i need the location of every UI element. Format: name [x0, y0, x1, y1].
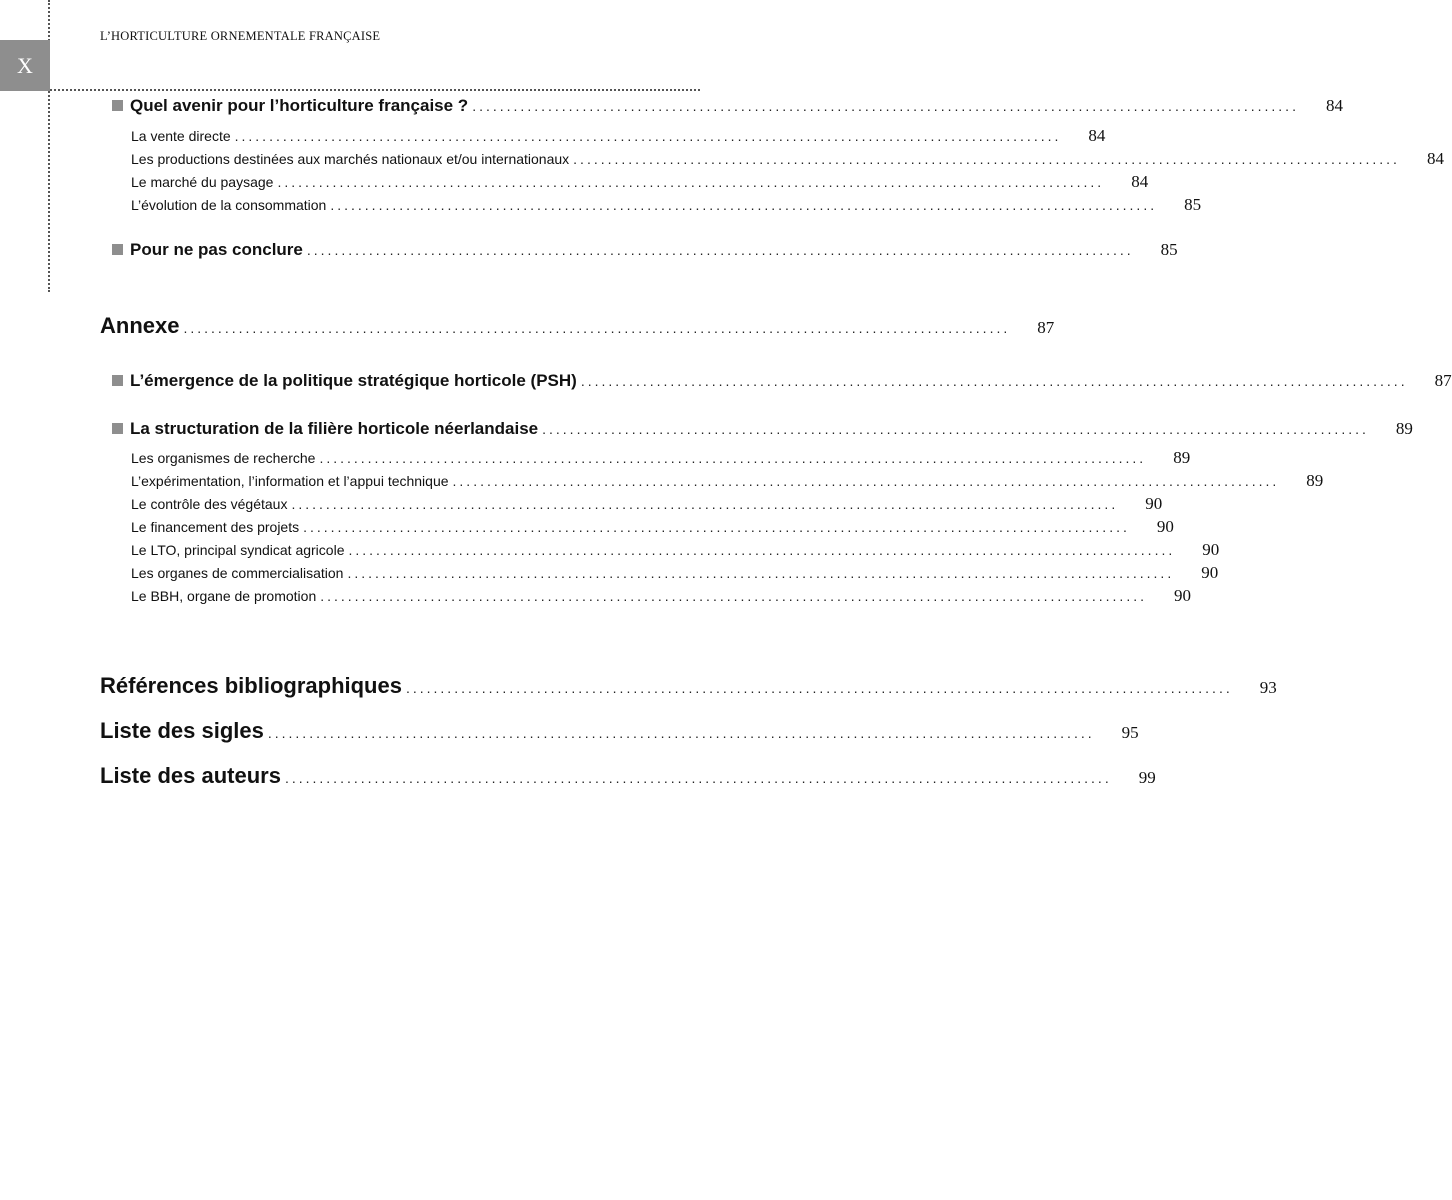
leader-dots: ........................................................................................................................	[277, 174, 1105, 190]
toc-page-number: 90	[1174, 586, 1191, 605]
toc-section-title: La structuration de la filière horticole néerlandaise	[130, 419, 539, 438]
toc-entry-title: Le BBH, organe de promotion	[131, 588, 317, 604]
toc-page-number: 95	[1121, 723, 1139, 742]
toc-chapter-references[interactable]	[100, 673, 1277, 699]
toc-page-number: 85	[1184, 195, 1202, 214]
leader-dots: ........................................................................................................................	[306, 242, 1134, 258]
toc-entry-title: Les organismes de recherche	[131, 450, 316, 466]
leader-dots: ........................................................................................................................	[284, 770, 1112, 786]
toc-page-number: 99	[1138, 768, 1156, 787]
toc-page-number: 84	[1088, 126, 1106, 145]
leader-dots: ........................................................................................................................	[291, 496, 1119, 512]
toc-section-title: Pour ne pas conclure	[130, 240, 303, 259]
toc-section-avenir[interactable]	[112, 96, 1343, 116]
square-bullet-icon	[112, 423, 123, 434]
leader-dots: ........................................................................................................................	[330, 197, 1158, 213]
toc-page-number: 89	[1173, 448, 1191, 467]
toc-entry[interactable]	[131, 448, 1191, 468]
toc-entry[interactable]	[131, 195, 1202, 215]
toc-page-number: 85	[1160, 240, 1178, 259]
toc-page-number: 87	[1434, 371, 1452, 390]
toc-chapter-title: Références bibliographiques	[100, 673, 402, 698]
leader-dots: ........................................................................................................................	[542, 421, 1369, 437]
toc-section-conclure[interactable]	[112, 240, 1178, 260]
leader-dots: ........................................................................................................................	[320, 588, 1147, 604]
toc-page-number: 84	[1325, 96, 1343, 115]
toc-entry-title: Le financement des projets	[131, 519, 300, 535]
toc-page-number: 87	[1037, 318, 1055, 337]
toc-chapter-title: Liste des auteurs	[100, 763, 281, 788]
toc-page-number: 93	[1259, 678, 1277, 697]
toc-entry[interactable]	[131, 586, 1191, 606]
square-bullet-icon	[112, 375, 123, 386]
leader-dots: ........................................................................................................................	[303, 519, 1130, 535]
leader-dots: ........................................................................................................................	[573, 151, 1400, 167]
square-bullet-icon	[112, 244, 123, 255]
toc-page-number: 90	[1201, 563, 1219, 582]
toc-chapter-annexe[interactable]	[100, 313, 1055, 339]
toc-section-psh[interactable]	[112, 371, 1452, 391]
toc-page-number: 84	[1426, 149, 1444, 168]
toc-page-number: 90	[1145, 494, 1163, 513]
toc-entry[interactable]	[131, 494, 1163, 514]
toc-section-title: L’émergence de la politique stratégique horticole (PSH)	[130, 371, 577, 390]
toc-section-filiere[interactable]	[112, 419, 1413, 439]
toc-entry[interactable]	[131, 172, 1149, 192]
leader-dots: ........................................................................................................................	[267, 725, 1095, 741]
toc-section-title: Quel avenir pour l’horticulture française ?	[130, 96, 469, 115]
toc-page-number: 90	[1156, 517, 1174, 536]
leader-dots: ........................................................................................................................	[183, 320, 1011, 336]
toc-entry[interactable]	[131, 563, 1219, 583]
toc-page-number: 84	[1131, 172, 1149, 191]
leader-dots: ........................................................................................................................	[347, 565, 1175, 581]
leader-dots: ........................................................................................................................	[405, 680, 1233, 696]
square-bullet-icon	[112, 100, 123, 111]
leader-dots: ........................................................................................................................	[580, 373, 1408, 389]
toc-entry-title: Les productions destinées aux marchés nationaux et/ou internationaux	[131, 151, 570, 167]
toc-entry-title: La vente directe	[131, 128, 231, 144]
leader-dots: ........................................................................................................................	[319, 450, 1147, 466]
toc-entry-title: L’expérimentation, l’information et l’appui technique	[131, 473, 449, 489]
leader-dots: ........................................................................................................................	[234, 128, 1062, 144]
toc-entry[interactable]	[131, 471, 1324, 491]
toc-entry-title: Les organes de commercialisation	[131, 565, 344, 581]
toc-entry[interactable]	[131, 126, 1106, 146]
toc-page-number: 89	[1395, 419, 1413, 438]
leader-dots: ........................................................................................................................	[472, 98, 1299, 114]
leader-dots: ........................................................................................................................	[452, 473, 1280, 489]
toc-entry[interactable]	[131, 517, 1174, 537]
toc-entry-title: Le marché du paysage	[131, 174, 274, 190]
toc-chapter-title: Annexe	[100, 313, 180, 338]
toc-entry-title: Le contrôle des végétaux	[131, 496, 288, 512]
toc-chapter-title: Liste des sigles	[100, 718, 264, 743]
horizontal-dotted-rule	[50, 89, 700, 91]
page-number-tab	[0, 40, 50, 91]
toc-page-number: 89	[1306, 471, 1324, 490]
toc-page-number: 90	[1202, 540, 1220, 559]
toc-entry[interactable]	[131, 540, 1220, 560]
toc-chapter-auteurs[interactable]	[100, 763, 1156, 789]
toc-entry[interactable]	[131, 149, 1444, 169]
leader-dots: ........................................................................................................................	[348, 542, 1176, 558]
toc-chapter-sigles[interactable]	[100, 718, 1139, 744]
running-header: L’HORTICULTURE ORNEMENTALE FRANÇAISE	[100, 29, 381, 43]
toc-entry-title: Le LTO, principal syndicat agricole	[131, 542, 345, 558]
toc-entry-title: L’évolution de la consommation	[131, 197, 327, 213]
page-number: X	[17, 52, 33, 78]
